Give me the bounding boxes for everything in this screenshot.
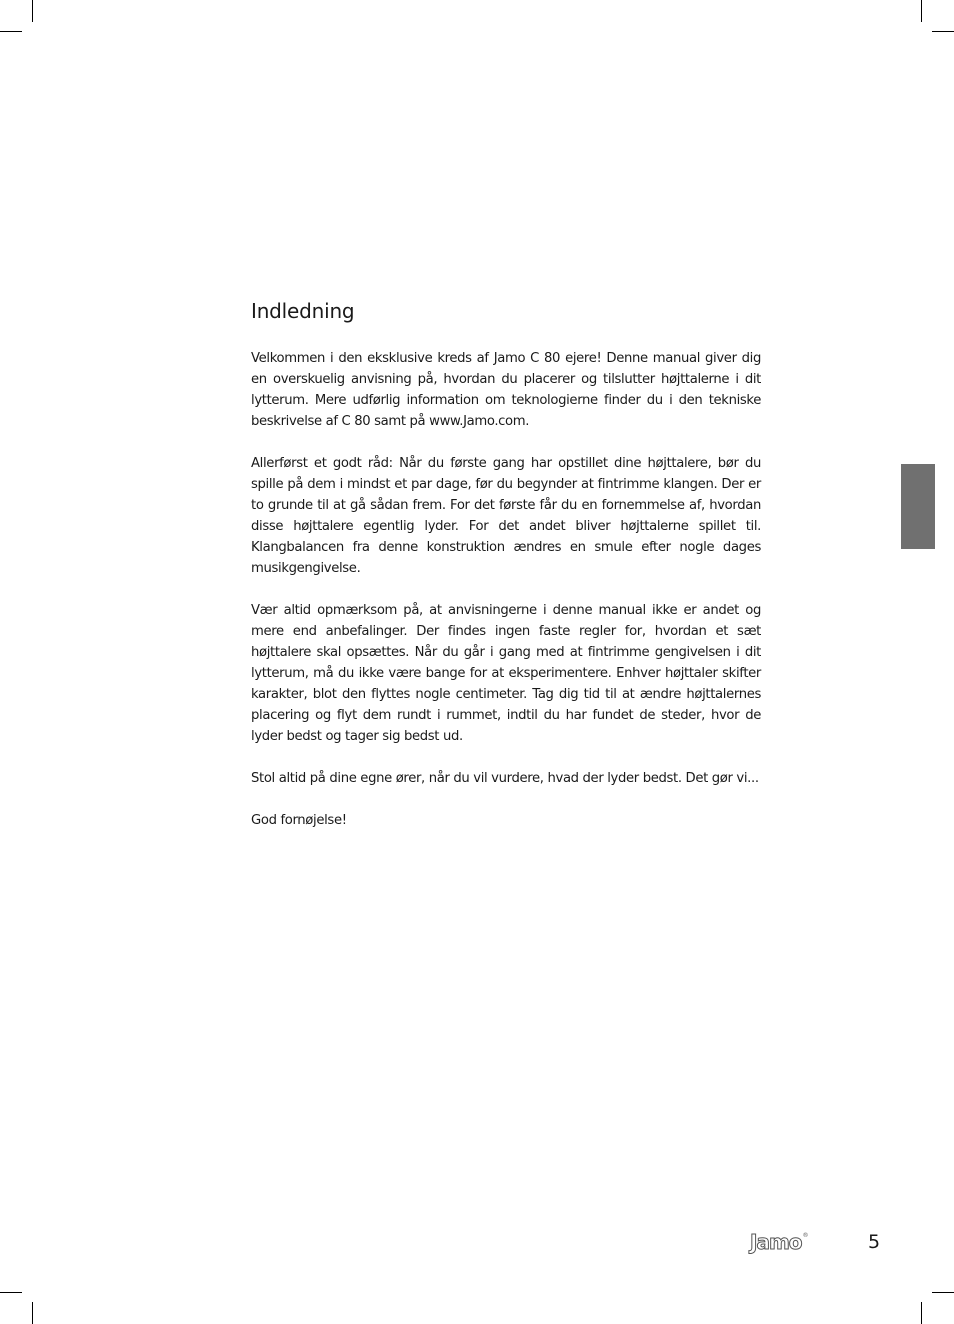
crop-mark-bottom-right-horizontal — [932, 1292, 954, 1293]
paragraph-intro: Velkommen i den eksklusive kreds af Jamo C 80 ejere! Denne manual giver dig en overskuelig anvisning på, hvordan du placerer og tilslutter højttalerne i dit lytterum. Mere udførlig information om teknologierne finder du i den tekniske beskrivelse af C 80 samt på www.Jamo.com. — [251, 351, 761, 429]
page-number: 5 — [868, 1231, 881, 1253]
section-heading: Indledning — [251, 299, 355, 323]
paragraph-advice: Allerførst et godt råd: Når du første gang har opstillet dine højttalere, bør du spille på dem i mindst et par dage, før du begynder at fintrimme klangen. Der er to grunde til at gå sådan frem. For det første får du en fornemmelse af, hvordan disse højttalere egentlig lyder. For det andet bliver højttalerne spillet til. Klangbalancen fra denne konstruktion ændres en smule efter nogle dages musikgengivelse. — [251, 456, 761, 576]
crop-mark-bottom-left-vertical — [32, 1302, 33, 1324]
main-content — [251, 296, 761, 852]
jamo-logo — [750, 1232, 809, 1252]
logo-wordmark: Jamo — [750, 1230, 802, 1254]
crop-mark-top-left-vertical — [32, 0, 33, 22]
crop-mark-bottom-right-vertical — [921, 1302, 922, 1324]
paragraph-recommendations: Vær altid opmærksom på, at anvisningerne i denne manual ikke er andet og mere end anbefalinger. Der findes ingen faste regler for, hvordan et sæt højttalere skal opsættes. Når du går i gang med at fintrimme gengivelsen i dit lytterum, må du ikke være bange for at eksperimentere. Enhver højttaler skifter karakter, blot den flyttes nogle centimeter. Tag dig tid til at ændre højttalernes placering og flyt dem rundt i rummet, indtil du har fundet de steder, hvor de lyder bedst og tager sig bedst ud. — [251, 603, 761, 744]
crop-mark-top-left-horizontal — [0, 31, 22, 32]
paragraph-closing: God fornøjelse! — [251, 813, 347, 828]
registered-mark: ® — [802, 1232, 809, 1239]
crop-mark-bottom-left-horizontal — [0, 1292, 22, 1293]
crop-mark-top-right-vertical — [921, 0, 922, 22]
paragraph-trust-ears: Stol altid på dine egne ører, når du vil vurdere, hvad der lyder bedst. Det gør vi... — [251, 771, 759, 786]
section-tab-marker — [901, 464, 935, 549]
crop-mark-top-right-horizontal — [932, 31, 954, 32]
